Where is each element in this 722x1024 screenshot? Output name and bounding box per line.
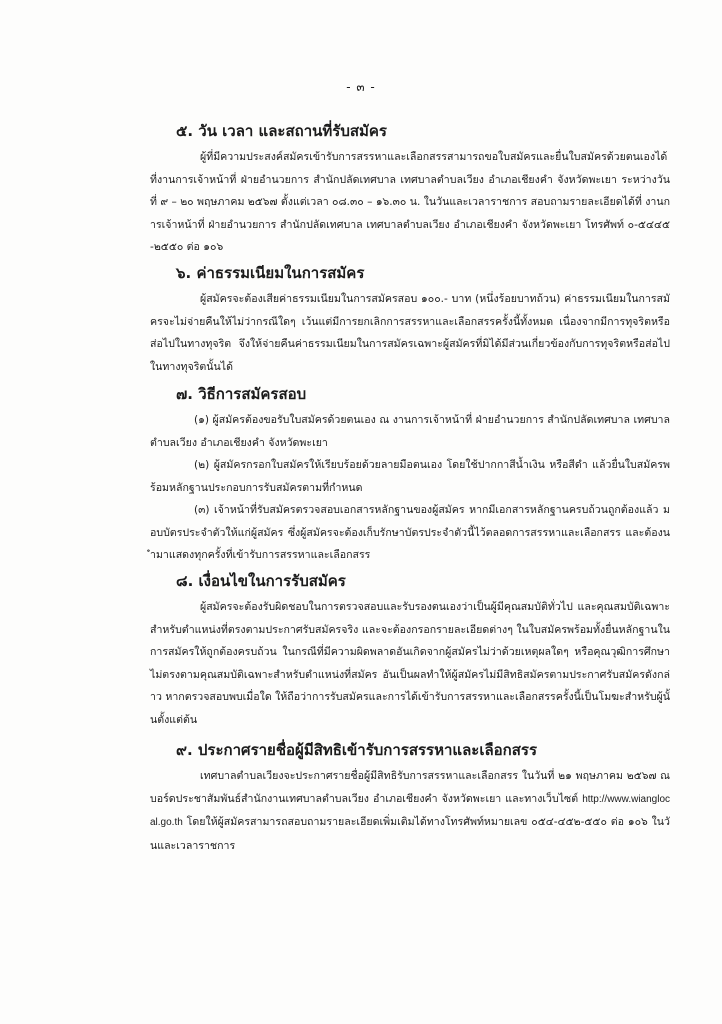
section-paragraph — [150, 765, 670, 857]
page-number: - ๓ - — [346, 80, 376, 94]
section-application-method — [150, 383, 670, 567]
section-heading: ๖. ค่าธรรมเนียมในการสมัคร — [176, 264, 365, 282]
list-item: (๓) เจ้าหน้าที่รับสมัครตรวจสอบเอกสารหลักฐานของผู้สมัคร หากมีเอกสารหลักฐานครบถ้วนถูกต้องแล้ว มอบบัตรประจำตัวให้แก่ผู้สมัคร ซึ่งผู้สมัครจะต้องเก็บรักษาบัตรประจำตัวนี้ไว้ตลอดการสรรหาและเลือกสรร และต้องนำมาแสดงทุกครั้งที่เข้ารับการสรรหาและเลือกสรร — [150, 504, 670, 561]
section-paragraph: ผู้ที่มีความประสงค์สมัครเข้ารับการสรรหาและเลือกสรรสามารถขอใบสมัครและยื่นใบสมัครด้วยตนเองได้ที่งานการเจ้าหน้าที่ ฝ่ายอำนวยการ สำนักปลัดเทศบาล เทศบาลตำบลเวียง อำเภอเชียงคำ จังหวัดพะเยา ระหว่างวันที่ ๙ – ๒๐ พฤษภาคม ๒๕๖๗ ตั้งแต่เวลา ๐๘.๓๐ – ๑๖.๓๐ น. ในวันและเวลาราชการ สอบถามรายละเอียดได้ที่ งานการเจ้าหน้าที่ ฝ่ายอำนวยการ สำนักปลัดเทศบาล เทศบาลตำบลเวียง อำเภอเชียงคำ จังหวัดพะเยา โทรศัพท์ ๐-๕๔๔๕-๒๕๕๐ ต่อ ๑๐๖ — [150, 151, 670, 253]
section-heading: ๕. วัน เวลา และสถานที่รับสมัคร — [176, 122, 387, 140]
section-application-fee — [150, 262, 670, 378]
section-paragraph: ผู้สมัครจะต้องเสียค่าธรรมเนียมในการสมัครสอบ ๑๐๐.- บาท (หนึ่งร้อยบาทถ้วน) ค่าธรรมเนียมในการสมัครจะไม่จ่ายคืนให้ไม่ว่ากรณีใดๆ เว้นแต่มีการยกเลิกการสรรหาและเลือกสรรครั้งนี้ทั้งหมด เนื่องจากมีการทุจริตหรือส่อไปในทางทุจริต จึงให้จ่ายคืนค่าธรรมเนียมในการสมัครเฉพาะผู้สมัครที่มิได้มีส่วนเกี่ยวข้องกับการทุจริตหรือส่อไปในทางทุจริตนั้นได้ — [150, 293, 670, 373]
section-candidate-list-announcement — [150, 739, 670, 857]
section-application-date-place — [150, 120, 670, 259]
list-item: (๑) ผู้สมัครต้องขอรับใบสมัครด้วยตนเอง ณ งานการเจ้าหน้าที่ ฝ่ายอำนวยการ สำนักปลัดเทศบาล เทศบาลตำบลเวียง อำเภอเชียงคำ จังหวัดพะเยา — [150, 414, 670, 449]
section-heading: ๙. ประกาศรายชื่อผู้มีสิทธิเข้ารับการสรรหาและเลือกสรร — [176, 741, 538, 759]
section-paragraph: ผู้สมัครจะต้องรับผิดชอบในการตรวจสอบและรับรองตนเองว่าเป็นผู้มีคุณสมบัติทั่วไป และคุณสมบัติเฉพาะสำหรับตำแหน่งที่ตรงตามประกาศรับสมัครจริง และจะต้องกรอกรายละเอียดต่างๆ ในใบสมัครพร้อมทั้งยื่นหลักฐานในการสมัครให้ถูกต้องครบถ้วน ในกรณีที่มีความผิดพลาดอันเกิดจากผู้สมัครไม่ว่าด้วยเหตุผลใดๆ หรือคุณวุฒิการศึกษาไม่ตรงตามคุณสมบัติเฉพาะสำหรับตำแหน่งที่สมัคร อันเป็นผลทำให้ผู้สมัครไม่มีสิทธิสมัครตามประกาศรับสมัครดังกล่าว หากตรวจสอบพบเมื่อใด ให้ถือว่าการรับสมัครและการได้เข้ารับการสรรหาและเลือกสรรครั้งนี้เป็นโมฆะสำหรับผู้นั้นตั้งแต่ต้น — [150, 601, 670, 726]
section-heading: ๗. วิธีการสมัครสอบ — [176, 385, 307, 403]
paragraph-text: เทศบาลตำบลเวียงจะประกาศรายชื่อผู้มีสิทธิรับการสรรหาและเลือกสรร ในวันที่ ๒๑ พฤษภาคม ๒๕๖๗ ณ บอร์ดประชาสัมพันธ์สำนักงานเทศบาลตำบลเวียง อำเภอเชียงคำ จังหวัดพะเยา และทางเว็บไซต์ — [150, 770, 670, 805]
paragraph-text: โดยให้ผู้สมัครสามารถสอบถามรายละเอียดเพิ่มเติมได้ทางโทรศัพท์หมายเลข ๐๕๔-๔๕๒-๕๕๐ ต่อ ๑๐๖ ในวันและเวลาราชการ — [150, 816, 670, 852]
list-item: (๒) ผู้สมัครกรอกใบสมัครให้เรียบร้อยด้วยลายมือตนเอง โดยใช้ปากกาสีน้ำเงิน หรือสีดำ แล้วยื่นใบสมัครพร้อมหลักฐานประกอบการรับสมัครตามที่กำหนด — [150, 459, 670, 494]
section-heading: ๘. เงื่อนไขในการรับสมัคร — [176, 572, 346, 590]
section-application-conditions — [150, 570, 670, 731]
website-link[interactable]: http://www.wianglocal.go.th — [150, 793, 671, 828]
